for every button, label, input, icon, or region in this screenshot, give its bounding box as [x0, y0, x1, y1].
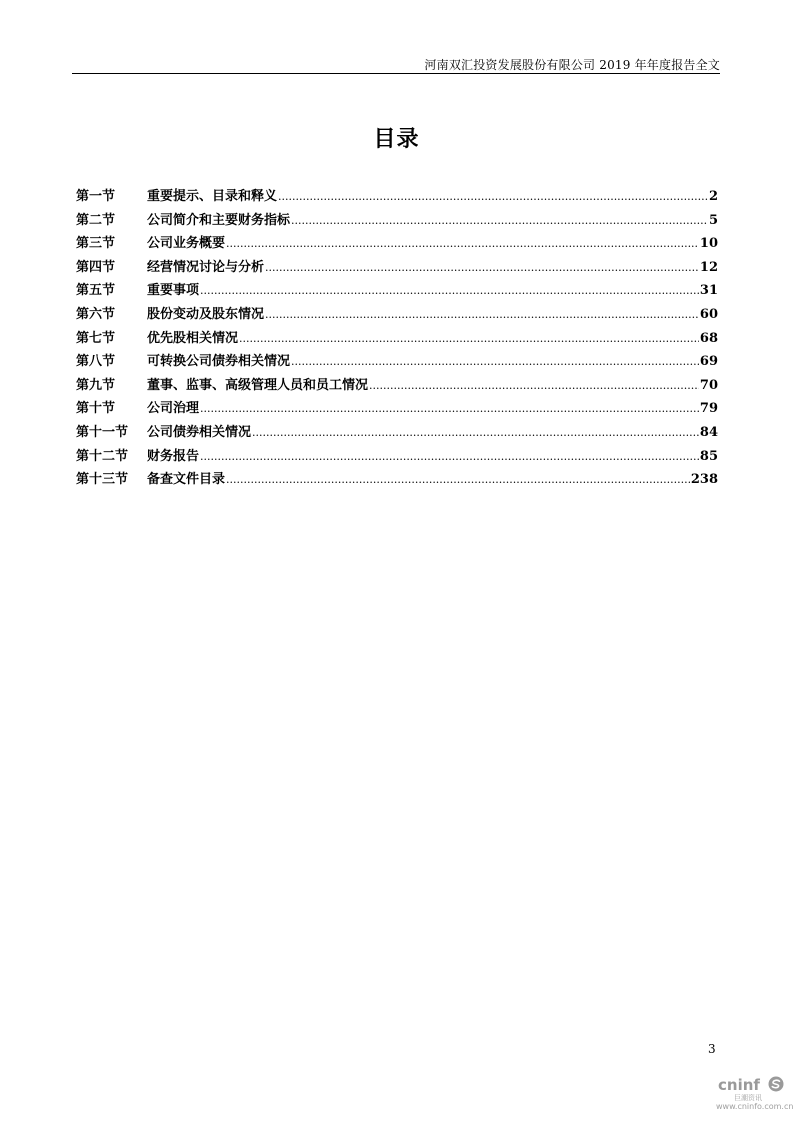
toc-section-title: 重要事项 — [147, 283, 200, 299]
toc-entry[interactable] — [76, 468, 718, 492]
cninfo-logo-icon — [768, 1076, 784, 1092]
toc-leader-dots — [278, 189, 708, 204]
toc-page-number: 69 — [699, 354, 718, 370]
toc-section-number: 第十三节 — [76, 472, 129, 488]
toc-leader-dots — [291, 213, 708, 228]
toc-leader-dots — [200, 449, 699, 464]
toc-entry[interactable] — [76, 209, 718, 233]
toc-leader-dots — [265, 307, 699, 322]
toc-section-title: 可转换公司债券相关情况 — [147, 354, 291, 370]
toc-section-title: 财务报告 — [147, 448, 200, 464]
toc-section-title: 董事、监事、高级管理人员和员工情况 — [147, 377, 369, 393]
toc-leader-dots — [252, 425, 699, 440]
toc-section-number: 第八节 — [76, 354, 116, 370]
toc-section-number: 第三节 — [76, 236, 116, 252]
toc-entry[interactable] — [76, 374, 718, 398]
toc-section-title: 经营情况讨论与分析 — [147, 259, 265, 275]
toc-page-number: 60 — [699, 306, 718, 322]
logo-url: www.cninfo.com.cn — [716, 1102, 793, 1111]
toc-section-number: 第七节 — [76, 330, 116, 346]
toc-section-title: 优先股相关情况 — [147, 330, 239, 346]
toc-section-number: 第十一节 — [76, 424, 129, 440]
table-of-contents — [76, 185, 718, 492]
toc-section-number: 第五节 — [76, 283, 116, 299]
toc-page-number: 31 — [699, 283, 718, 299]
toc-entry[interactable] — [76, 185, 718, 209]
toc-entry[interactable] — [76, 232, 718, 256]
toc-section-number: 第九节 — [76, 377, 116, 393]
toc-section-title: 公司业务概要 — [147, 236, 226, 252]
toc-section-title: 公司治理 — [147, 401, 200, 417]
header-text: 河南双汇投资发展股份有限公司 2019 年年度报告全文 — [424, 58, 720, 72]
toc-entry[interactable] — [76, 256, 718, 280]
toc-page-number: 2 — [708, 189, 718, 204]
page-title: 目录 — [373, 126, 420, 152]
toc-section-title: 备查文件目录 — [147, 472, 226, 488]
toc-leader-dots — [200, 401, 699, 416]
page-header — [72, 54, 720, 74]
toc-section-number: 第十二节 — [76, 448, 129, 464]
logo-brand-cn: 巨潮资讯 — [734, 1094, 762, 1102]
toc-entry[interactable] — [76, 327, 718, 351]
toc-page-number: 70 — [699, 377, 718, 393]
toc-section-title: 重要提示、目录和释义 — [147, 189, 278, 204]
toc-leader-dots — [291, 354, 699, 369]
toc-section-title: 公司简介和主要财务指标 — [147, 212, 291, 228]
toc-leader-dots — [226, 236, 699, 251]
toc-entry[interactable] — [76, 303, 718, 327]
toc-leader-dots — [265, 260, 699, 275]
toc-page-number: 10 — [699, 236, 718, 252]
toc-page-number: 12 — [699, 259, 718, 275]
toc-leader-dots — [369, 378, 699, 393]
toc-entry[interactable] — [76, 279, 718, 303]
toc-entry[interactable] — [76, 445, 718, 469]
toc-section-title: 股份变动及股东情况 — [147, 306, 265, 322]
toc-section-number: 第六节 — [76, 306, 116, 322]
footer-page-number: 3 — [708, 1042, 716, 1056]
cninfo-logo — [714, 1076, 793, 1116]
toc-section-number: 第一节 — [76, 189, 116, 204]
toc-entry[interactable] — [76, 421, 718, 445]
toc-leader-dots — [200, 283, 699, 298]
toc-page-number: 5 — [708, 212, 718, 228]
toc-entry[interactable] — [76, 397, 718, 421]
toc-page-number: 85 — [699, 448, 718, 464]
logo-brand-text: cninf — [718, 1076, 760, 1094]
toc-section-number: 第四节 — [76, 259, 116, 275]
toc-leader-dots — [239, 331, 699, 346]
toc-section-title: 公司债券相关情况 — [147, 424, 252, 440]
toc-page-number: 79 — [699, 401, 718, 417]
toc-page-number: 84 — [699, 424, 718, 440]
toc-entry[interactable] — [76, 350, 718, 374]
toc-section-number: 第十节 — [76, 401, 116, 417]
toc-section-number: 第二节 — [76, 212, 116, 228]
toc-page-number: 68 — [699, 330, 718, 346]
toc-page-number: 238 — [690, 472, 718, 488]
toc-leader-dots — [226, 472, 690, 487]
